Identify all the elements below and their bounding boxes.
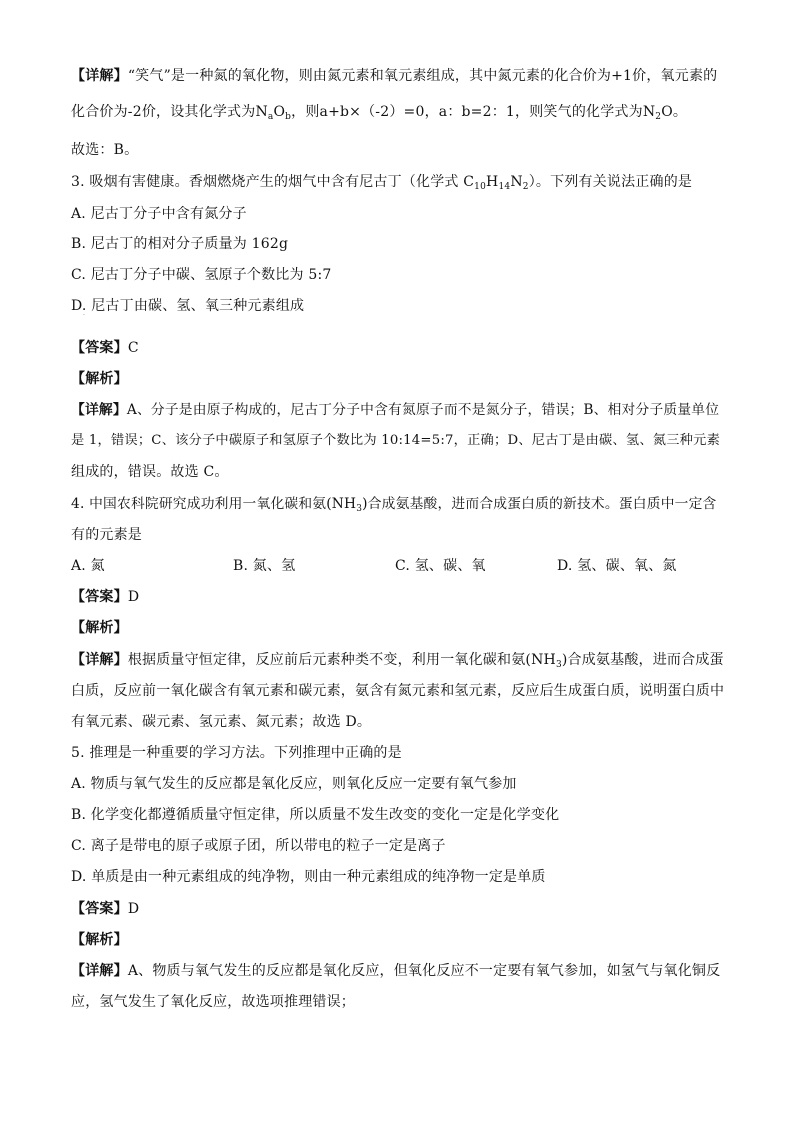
q3-option-c: C. 尼古丁分子中碳、氢原子个数比为 5:7 bbox=[71, 267, 332, 283]
q5-answer: 【答案】D bbox=[71, 901, 140, 917]
q5-option-a: A. 物质与氧气发生的反应都是氧化反应，则氧化反应一定要有氧气参加 bbox=[71, 776, 517, 792]
formula-na-ob: $N_aO_b$ bbox=[255, 104, 292, 122]
q3-analysis-tag: 【解析】 bbox=[71, 371, 128, 387]
q5-analysis-tag: 【解析】 bbox=[71, 932, 128, 948]
stray-mark: · bbox=[83, 312, 85, 319]
q3-detail-line-2: 是 1，错误；C、该分子中碳原子和氢原子个数比为 10:14=5:7，正确；D、尼古丁是由碳、氢、氮三种元素 bbox=[71, 433, 721, 448]
q5-option-c: C. 离子是带电的原子或原子团，所以带电的粒子一定是离子 bbox=[71, 838, 446, 854]
q3-detail-line-3: 组成的，错误。故选 C。 bbox=[71, 464, 229, 480]
q3-option-d: D. 尼古丁由碳、氢、氧三种元素组成 bbox=[71, 298, 305, 314]
q5-stem: 5. 推理是一种重要的学习方法。下列推理中正确的是 bbox=[71, 745, 402, 761]
q4-detail-line-1: 【详解】根据质量守恒定律，反应前后元素种类不变，利用一氧化碳和氨$(NH_3)$合成氨基酸，进而合成蛋 bbox=[71, 652, 724, 670]
q4-answer: 【答案】D bbox=[71, 589, 140, 605]
q5-option-d: D. 单质是由一种元素组成的纯净物，则由一种元素组成的纯净物一定是单质 bbox=[71, 869, 546, 885]
q4-option-b: B. 氮、氢 bbox=[233, 558, 296, 574]
q4-stem-line-2: 有的元素是 bbox=[71, 527, 142, 543]
q4-detail-line-3: 有氧元素、碳元素、氢元素、氮元素；故选 D。 bbox=[71, 714, 372, 730]
q4-stem-line-1: 4. 中国农科院研究成功利用一氧化碳和氨$(NH_3)$合成氨基酸，进而合成蛋白质的新技术。蛋白质中一定含 bbox=[71, 496, 717, 514]
q3-stem: 3. 吸烟有害健康。香烟燃烧产生的烟气中含有尼古丁（化学式 $C_{10}H_{14}N_2$）。下列有关说法正确的是 bbox=[71, 174, 693, 192]
q4-option-d: D. 氢、碳、氧、氮 bbox=[557, 558, 677, 574]
q3-answer: 【答案】C bbox=[71, 340, 139, 356]
q3-option-b: B. 尼古丁的相对分子质量为 162g bbox=[71, 236, 289, 252]
q4-detail-line-2: 白质，反应前一氧化碳含有氧元素和碳元素，氨含有氮元素和氢元素，反应后生成蛋白质，说明蛋白质中 bbox=[71, 683, 725, 699]
q2-detail-line-2: 化合价为-2价，设其化学式为$N_aO_b$，则a+b×（-2）=0，a：b=2：1，则笑气的化学式为$N_2O$。 bbox=[71, 104, 688, 122]
q5-detail-line-2: 应，氢气发生了氧化反应，故选项推理错误； bbox=[71, 994, 355, 1010]
q3-option-a: A. 尼古丁分子中含有氮分子 bbox=[71, 206, 247, 222]
q5-option-b: B. 化学变化都遵循质量守恒定律，所以质量不发生改变的变化一定是化学变化 bbox=[71, 807, 560, 823]
q3-detail-line-1: 【详解】A、分子是由原子构成的，尼古丁分子中含有氮原子而不是氮分子，错误；B、相对分子质量单位 bbox=[71, 402, 720, 418]
q5-detail-line-1: 【详解】A、物质与氧气发生的反应都是氧化反应，但氧化反应不一定要有氧气参加，如氢气与氧化铜反 bbox=[71, 963, 721, 979]
q4-analysis-tag: 【解析】 bbox=[71, 620, 128, 636]
q4-option-a: A. 氮 bbox=[71, 558, 105, 574]
q2-detail-line-1: 【详解】“笑气”是一种氮的氧化物，则由氮元素和氧元素组成，其中氮元素的化合价为+1价，氧元素的 bbox=[71, 68, 718, 84]
q2-conclusion: 故选：B。 bbox=[71, 142, 139, 158]
q4-option-c: C. 氢、碳、氧 bbox=[395, 558, 486, 574]
detail-tag: 【详解】 bbox=[71, 68, 128, 84]
q4-options bbox=[71, 556, 727, 576]
